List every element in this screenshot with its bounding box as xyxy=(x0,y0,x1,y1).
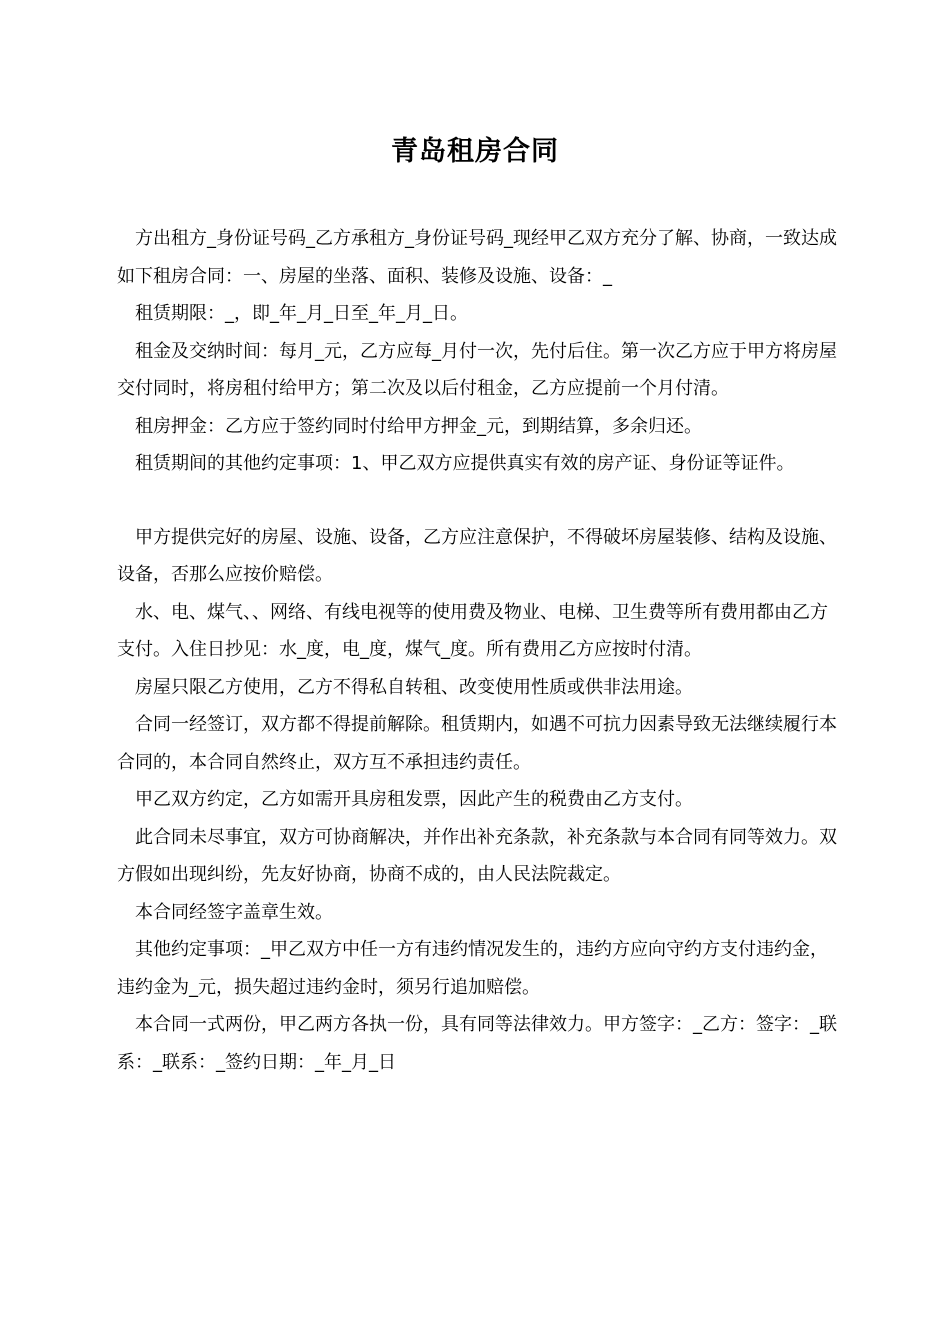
paragraph-utilities: 水、电、煤气、、网络、有线电视等的使用费及物业、电梯、卫生费等所有费用都由乙方支付。入住日抄见：水_度，电_度，煤气_度。所有费用乙方应按时付清。 xyxy=(117,601,828,660)
paragraph-breach: 其他约定事项：_甲乙双方中任一方有违约情况发生的，违约方应向守约方支付违约金，违约金为_元，损失超过违约金时，须另行追加赔偿。 xyxy=(117,939,828,998)
paragraph-disputes: 此合同未尽事宜，双方可协商解决，并作出补充条款，补充条款与本合同有同等效力。双方假如出现纠纷，先友好协商，协商不成的，由人民法院裁定。 xyxy=(117,826,837,885)
paragraph-parties: 方出租方_身份证号码_乙方承租方_身份证号码_现经甲乙双方充分了解、协商，一致达成如下租房合同：一、房屋的坐落、面积、装修及设施、设备：_ xyxy=(117,228,837,287)
paragraph-other-terms: 租赁期间的其他约定事项：1、甲乙双方应提供真实有效的房产证、身份证等证件。 xyxy=(135,453,795,474)
paragraph-deposit: 租房押金：乙方应于签约同时付给甲方押金_元，到期结算，多余归还。 xyxy=(135,415,702,437)
paragraph-facilities: 甲方提供完好的房屋、设施、设备，乙方应注意保护，不得破坏房屋装修、结构及设施、设备，否那么应按价赔偿。 xyxy=(117,526,837,585)
paragraph-effective: 本合同经签字盖章生效。 xyxy=(135,901,333,923)
paragraph-rent-payment: 租金及交纳时间：每月_元，乙方应每_月付一次，先付后住。第一次乙方应于甲方将房屋交付同时，将房租付给甲方；第二次及以后付租金，乙方应提前一个月付清。 xyxy=(117,340,837,399)
paragraph-signatures: 本合同一式两份，甲乙两方各执一份，具有同等法律效力。甲方签字：_乙方：签字：_联系：_联系：_签约日期：_年_月_日 xyxy=(117,1014,837,1073)
paragraph-termination: 合同一经签订，双方都不得提前解除。租赁期内，如遇不可抗力因素导致无法继续履行本合同的，本合同自然终止，双方互不承担违约责任。 xyxy=(117,714,837,773)
document-body xyxy=(117,220,839,1081)
paragraph-usage-limit: 房屋只限乙方使用，乙方不得私自转租、改变使用性质或供非法用途。 xyxy=(135,676,693,698)
paragraph-spacer xyxy=(117,483,839,519)
paragraph-lease-term: 租赁期限：_，即_年_月_日至_年_月_日。 xyxy=(135,303,468,324)
paragraph-invoice: 甲乙双方约定，乙方如需开具房租发票，因此产生的税费由乙方支付。 xyxy=(135,789,693,810)
document-title: 青岛租房合同 xyxy=(391,136,559,167)
